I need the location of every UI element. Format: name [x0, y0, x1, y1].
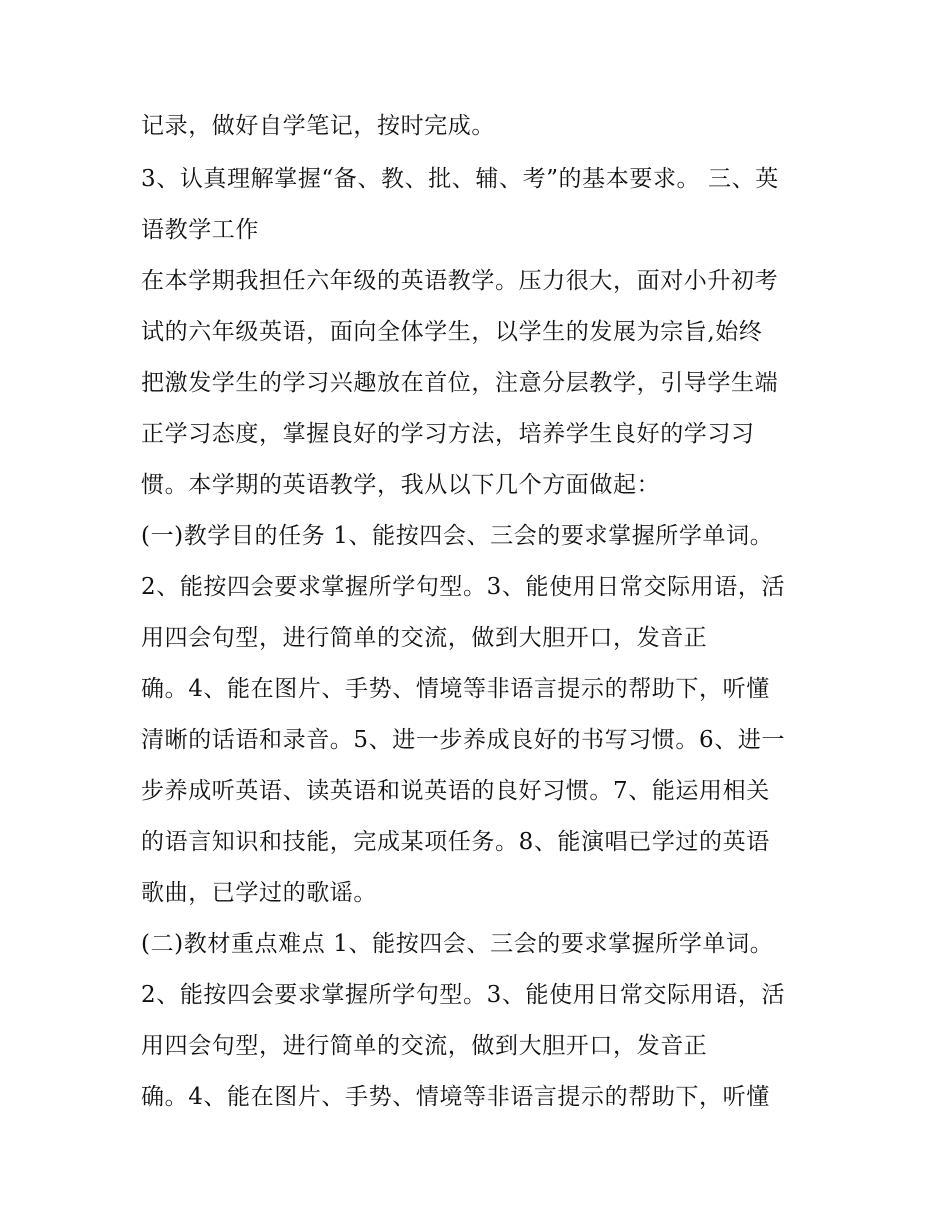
text-line: 的语言知识和技能，完成某项任务。8、能演唱已学过的英语 [141, 829, 770, 855]
text-line: 确。4、能在图片、手势、情境等非语言提示的帮助下，听懂 [141, 1084, 770, 1110]
text-line: 清晰的话语和录音。5、进一步养成良好的书写习惯。6、进一 [141, 727, 786, 753]
text-line: 歌曲，已学过的歌谣。 [141, 880, 377, 906]
text-line: (二)教材重点难点 1、能按四会、三会的要求掌握所学单词。 [141, 931, 774, 957]
text-line: 用四会句型，进行简单的交流，做到大胆开口，发音正 [141, 625, 708, 651]
text-line: (一)教学目的任务 1、能按四会、三会的要求掌握所学单词。 [141, 523, 774, 549]
text-line: 用四会句型，进行简单的交流，做到大胆开口，发音正 [141, 1033, 708, 1059]
text-line: 2、能按四会要求掌握所学句型。3、能使用日常交际用语，活 [141, 574, 786, 600]
text-line: 语教学工作 [141, 217, 259, 243]
text-line: 步养成听英语、读英语和说英语的良好习惯。7、能运用相关 [141, 778, 770, 804]
text-line: 惯。本学期的英语教学，我从以下几个方面做起： [141, 472, 661, 498]
text-line: 2、能按四会要求掌握所学句型。3、能使用日常交际用语，活 [141, 982, 786, 1008]
text-line: 正学习态度，掌握良好的学习方法，培养学生良好的学习习 [141, 421, 755, 447]
text-line: 确。4、能在图片、手势、情境等非语言提示的帮助下，听懂 [141, 676, 770, 702]
text-line: 把激发学生的学习兴趣放在首位，注意分层教学，引导学生端 [141, 370, 779, 396]
text-line: 在本学期我担任六年级的英语教学。压力很大，面对小升初考 [141, 268, 779, 294]
text-line: 3、认真理解掌握“备、教、批、辅、考”的基本要求。 三、英 [141, 166, 779, 192]
text-line: 记录，做好自学笔记，按时完成。 [141, 113, 495, 139]
text-line: 试的六年级英语，面向全体学生，以学生的发展为宗旨,始终 [141, 319, 763, 345]
